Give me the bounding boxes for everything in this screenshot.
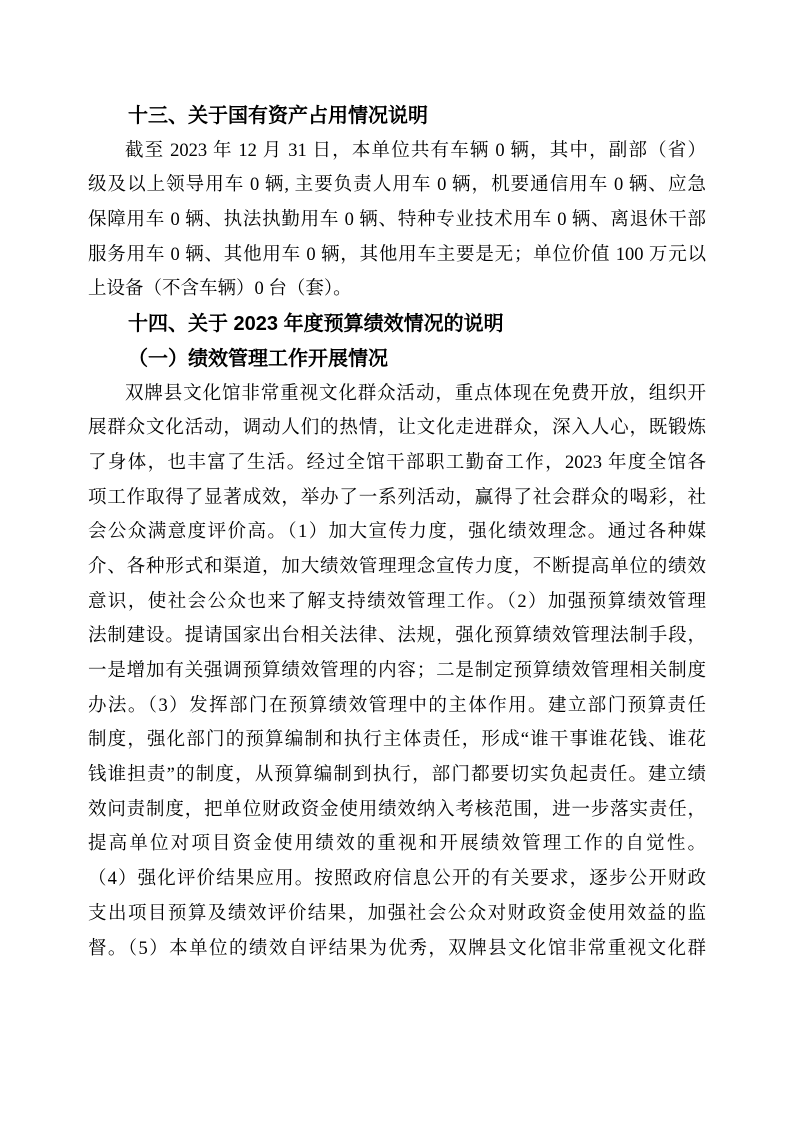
text-line: 钱谁担责”的制度，从预算编制到执行，部门都要切实负起责任。建立绩 xyxy=(88,765,706,786)
text-line: 项工作取得了显著成效，举办了一系列活动，赢得了社会群众的喝彩，社 xyxy=(88,487,706,508)
document-content xyxy=(88,99,706,966)
text-line: 级及以上领导用车 0 辆, 主要负责人用车 0 辆，机要通信用车 0 辆、应急 xyxy=(88,175,706,196)
text-line: 意识，使社会公众也来了解支持绩效管理工作。（2）加强预算绩效管理 xyxy=(88,591,706,612)
text-line: 双牌县文化馆非常重视文化群众活动，重点体现在免费开放，组织开 xyxy=(125,383,706,404)
section-heading: 十三、关于国有资产占用情况说明 xyxy=(128,105,428,127)
text-line: 制度，强化部门的预算编制和执行主体责任，形成“谁干事谁花钱、谁花 xyxy=(88,730,706,751)
text-line: 法制建设。提请国家出台相关法律、法规，强化预算绩效管理法制手段， xyxy=(88,626,706,647)
text-line: 提高单位对项目资金使用绩效的重视和开展绩效管理工作的自觉性。 xyxy=(88,834,706,855)
text-line: 展群众文化活动，调动人们的热情，让文化走进群众，深入人心，既锻炼 xyxy=(88,418,706,439)
text-line: 介、各种形式和渠道，加大绩效管理理念宣传力度，不断提高单位的绩效 xyxy=(88,556,706,577)
section-heading: 十四、关于 2023 年度预算绩效情况的说明 xyxy=(128,313,504,336)
text-line: 保障用车 0 辆、执法执勤用车 0 辆、特种专业技术用车 0 辆、离退休干部 xyxy=(88,210,706,231)
text-line: 截至 2023 年 12 月 31 日，本单位共有车辆 0 辆，其中，副部（省） xyxy=(125,140,706,161)
subsection-heading: （一）绩效管理工作开展情况 xyxy=(128,347,388,370)
paragraph xyxy=(88,134,706,307)
paragraph xyxy=(88,377,706,967)
text-line: 督。（5）本单位的绩效自评结果为优秀，双牌县文化馆非常重视文化群 xyxy=(88,938,706,959)
text-line: 支出项目预算及绩效评价结果，加强社会公众对财政资金使用效益的监 xyxy=(88,903,706,924)
text-line: 会公众满意度评价高。（1）加大宣传力度，强化绩效理念。通过各种媒 xyxy=(88,522,706,543)
text-line: 服务用车 0 辆、其他用车 0 辆，其他用车主要是无；单位价值 100 万元以 xyxy=(88,244,706,265)
text-line: （4）强化评价结果应用。按照政府信息公开的有关要求，逐步公开财政 xyxy=(88,869,706,890)
text-line: 上设备（不含车辆）0 台（套）。 xyxy=(88,279,352,300)
text-line: 办法。（3）发挥部门在预算绩效管理中的主体作用。建立部门预算责任 xyxy=(88,695,706,716)
text-line: 了身体，也丰富了生活。经过全馆干部职工勤奋工作，2023 年度全馆各 xyxy=(88,452,706,473)
text-line: 效问责制度，把单位财政资金使用绩效纳入考核范围，进一步落实责任， xyxy=(88,799,706,820)
text-line: 一是增加有关强调预算绩效管理的内容；二是制定预算绩效管理相关制度 xyxy=(88,661,706,681)
